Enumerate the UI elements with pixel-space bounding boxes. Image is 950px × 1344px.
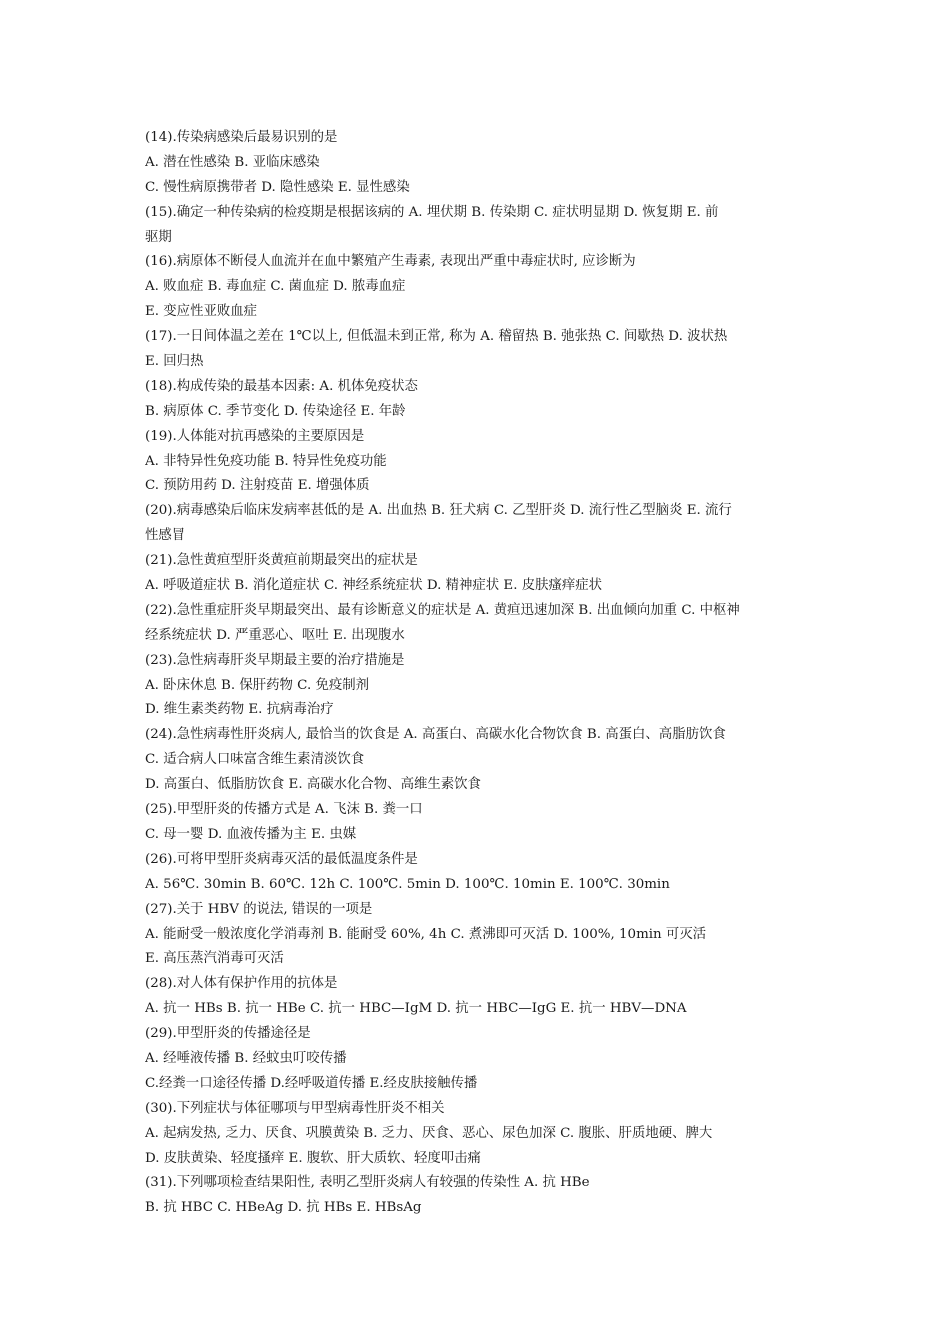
text-line: 经系统症状 D. 严重恶心、呕吐 E. 出现腹水	[145, 627, 405, 643]
text-line: (29).甲型肝炎的传播途径是	[145, 1026, 311, 1042]
text-line: (16).病原体不断侵人血流并在血中繁殖产生毒素, 表现出严重中毒症状时, 应诊断为	[145, 254, 636, 270]
text-line: (15).确定一种传染病的检疫期是根据该病的 A. 埋伏期 B. 传染期 C. 症状明显期 D. 恢复期 E. 前	[145, 204, 719, 220]
text-line: (22).急性重症肝炎早期最突出、最有诊断意义的症状是 A. 黄疸迅速加深 B. 出血倾向加重 C. 中枢神	[145, 602, 740, 618]
text-line: C. 适合病人口味富含维生素清淡饮食	[145, 752, 365, 768]
text-line: A. 起病发热, 乏力、厌食、巩膜黄染 B. 乏力、厌食、恶心、尿色加深 C. 腹胀、肝质地硬、脾大	[145, 1125, 713, 1141]
text-line: (19).人体能对抗再感染的主要原因是	[145, 428, 365, 444]
text-line: A. 呼吸道症状 B. 消化道症状 C. 神经系统症状 D. 精神症状 E. 皮肤瘙痒症状	[145, 578, 603, 594]
text-line: A. 非特异性免疫功能 B. 特异性免疫功能	[145, 453, 387, 469]
text-line: (28).对人体有保护作用的抗体是	[145, 976, 338, 992]
text-line: A. 经唾液传播 B. 经蚊虫叮咬传播	[145, 1050, 347, 1066]
document-page	[145, 126, 810, 1221]
text-line: (21).急性黄疸型肝炎黄疸前期最突出的症状是	[145, 553, 418, 569]
text-line: A. 56℃. 30min B. 60℃. 12h C. 100℃. 5min D. 100℃. 10min E. 100℃. 30min	[145, 876, 670, 892]
text-line: C. 母一婴 D. 血液传播为主 E. 虫媒	[145, 826, 357, 842]
text-line: C. 预防用药 D. 注射疫苗 E. 增强体质	[145, 478, 370, 494]
text-line: A. 潜在性感染 B. 亚临床感染	[145, 154, 320, 170]
text-line: (17).一日间体温之差在 1℃以上, 但低温未到正常, 称为 A. 稽留热 B. 弛张热 C. 间歇热 D. 波状热	[145, 329, 728, 345]
text-line: D. 皮肤黄染、轻度搔痒 E. 腹软、肝大质软、轻度叩击痛	[145, 1150, 481, 1166]
text-line: E. 变应性亚败血症	[145, 304, 258, 320]
text-line: D. 维生素类药物 E. 抗病毒治疗	[145, 702, 334, 718]
text-line: A. 能耐受一般浓度化学消毒剂 B. 能耐受 60%, 4h C. 煮沸即可灭活 D. 100%, 10min 可灭活	[145, 926, 707, 942]
text-line: 驱期	[145, 229, 172, 245]
text-line: (26).可将甲型肝炎病毒灭活的最低温度条件是	[145, 851, 418, 867]
text-line: A. 败血症 B. 毒血症 C. 菌血症 D. 脓毒血症	[145, 279, 406, 295]
text-line: (27).关于 HBV 的说法, 错误的一项是	[145, 901, 373, 917]
text-line: (25).甲型肝炎的传播方式是 A. 飞沫 B. 粪一口	[145, 802, 423, 818]
text-line: (24).急性病毒性肝炎病人, 最恰当的饮食是 A. 高蛋白、高碳水化合物饮食 B. 高蛋白、高脂肪饮食	[145, 727, 726, 743]
text-line: D. 高蛋白、低脂肪饮食 E. 高碳水化合物、高维生素饮食	[145, 777, 481, 793]
text-line: (20).病毒感染后临床发病率甚低的是 A. 出血热 B. 狂犬病 C. 乙型肝炎 D. 流行性乙型脑炎 E. 流行	[145, 503, 732, 519]
text-line: 性感冒	[145, 528, 186, 544]
text-line: (14).传染病感染后最易识别的是	[145, 130, 338, 145]
text-line: C. 慢性病原携带者 D. 隐性感染 E. 显性感染	[145, 179, 410, 195]
text-line: A. 抗一 HBs B. 抗一 HBe C. 抗一 HBC—IgM D. 抗一 HBC—IgG E. 抗一 HBV—DNA	[145, 1001, 687, 1017]
text-line: E. 高压蒸汽消毒可灭活	[145, 951, 284, 967]
text-line: (30).下列症状与体征哪项与甲型病毒性肝炎不相关	[145, 1100, 445, 1116]
text-line: B. 抗 HBC C. HBeAg D. 抗 HBs E. HBsAg	[145, 1200, 422, 1216]
text-line: E. 回归热	[145, 354, 204, 370]
text-line: B. 病原体 C. 季节变化 D. 传染途径 E. 年龄	[145, 403, 406, 419]
text-line: (31).下列哪项检查结果阳性, 表明乙型肝炎病人有较强的传染性 A. 抗 HBe	[145, 1175, 590, 1191]
text-line: C.经粪一口途径传播 D.经呼吸道传播 E.经皮肤接触传播	[145, 1075, 478, 1091]
text-line: (23).急性病毒肝炎早期最主要的治疗措施是	[145, 652, 405, 668]
text-line: A. 卧床休息 B. 保肝药物 C. 免疫制剂	[145, 677, 370, 693]
text-line: (18).构成传染的最基本因素: A. 机体免疫状态	[145, 378, 418, 394]
